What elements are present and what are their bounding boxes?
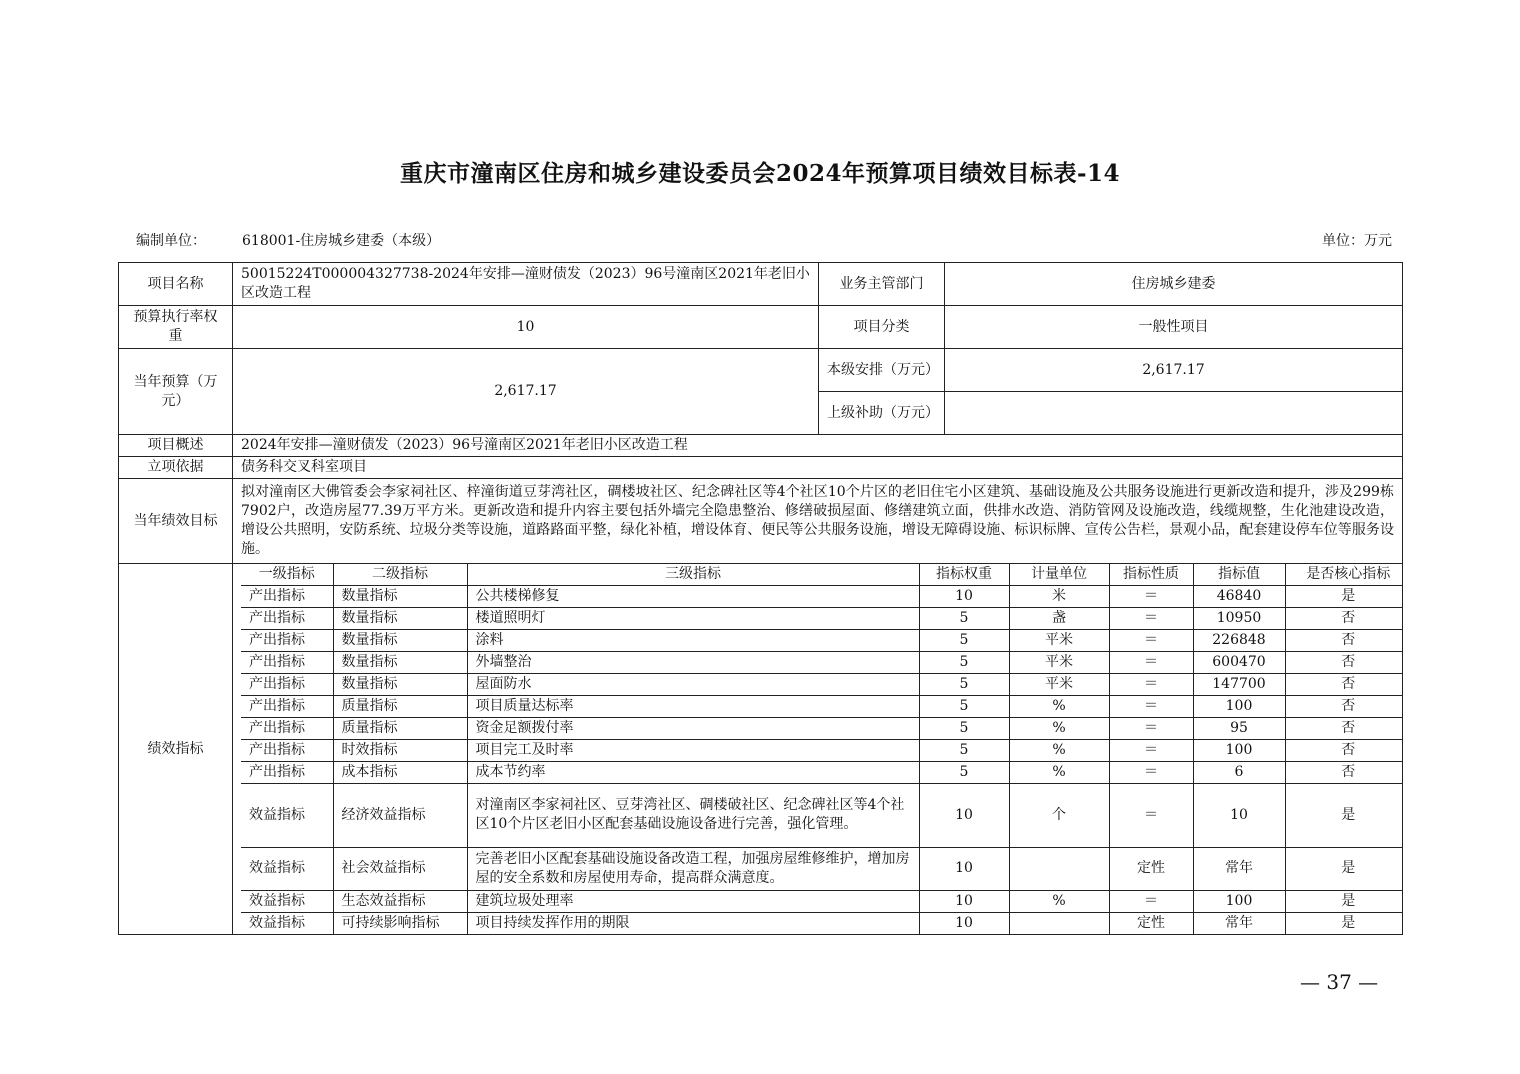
indicator-weight: 5 — [919, 629, 1009, 651]
indicator-value: 10 — [1193, 783, 1285, 847]
measure-unit: 平米 — [1009, 651, 1109, 673]
indicator-weight: 5 — [919, 761, 1009, 783]
measure-unit: % — [1009, 695, 1109, 717]
indicator-nature: 定性 — [1109, 847, 1193, 890]
level1-indicator: 产出指标 — [241, 761, 333, 783]
header-core: 是否核心指标 — [1285, 564, 1403, 585]
level2-indicator: 数量指标 — [333, 651, 467, 673]
is-core: 否 — [1285, 761, 1403, 783]
level1-indicator: 效益指标 — [241, 890, 333, 912]
level3-indicator: 建筑垃圾处理率 — [467, 890, 919, 912]
header-level1: 一级指标 — [241, 564, 333, 585]
indicator-weight: 5 — [919, 673, 1009, 695]
level1-indicator: 效益指标 — [241, 912, 333, 934]
table-row — [241, 651, 1403, 673]
indicator-weight: 5 — [919, 607, 1009, 629]
table-row — [241, 847, 1403, 890]
indicator-weight: 5 — [919, 651, 1009, 673]
overview-value: 2024年安排—潼财债发（2023）96号潼南区2021年老旧小区改造工程 — [233, 435, 1403, 457]
category-value: 一般性项目 — [945, 306, 1403, 349]
level2-indicator: 社会效益指标 — [333, 847, 467, 890]
level3-indicator: 涂料 — [467, 629, 919, 651]
indicator-value: 95 — [1193, 717, 1285, 739]
header-nature: 指标性质 — [1109, 564, 1193, 585]
level2-indicator: 数量指标 — [333, 585, 467, 607]
table-row — [241, 890, 1403, 912]
table-row — [241, 629, 1403, 651]
indicator-nature: ＝ — [1109, 585, 1193, 607]
perf-indicator-table — [241, 564, 1403, 934]
annual-goal-label: 当年绩效目标 — [119, 479, 233, 564]
indicator-value: 100 — [1193, 739, 1285, 761]
measure-unit: % — [1009, 761, 1109, 783]
table-row — [241, 717, 1403, 739]
category-label: 项目分类 — [819, 306, 945, 349]
indicator-value: 600470 — [1193, 651, 1285, 673]
level1-indicator: 产出指标 — [241, 673, 333, 695]
is-core: 否 — [1285, 607, 1403, 629]
is-core: 是 — [1285, 890, 1403, 912]
indicator-value: 100 — [1193, 695, 1285, 717]
indicator-weight: 5 — [919, 717, 1009, 739]
budget-label: 当年预算（万元） — [119, 349, 233, 435]
indicator-nature: ＝ — [1109, 695, 1193, 717]
level3-indicator: 项目持续发挥作用的期限 — [467, 912, 919, 934]
is-core: 否 — [1285, 739, 1403, 761]
annual-goal-value: 拟对潼南区大佛管委会李家祠社区、梓潼街道豆芽湾社区，碉楼坡社区、纪念碑社区等4个社区10个片区的老旧住宅小区建筑、基础设施及公共服务设施进行更新改造和提升，涉及299栋7902户，改造房屋77.39万平方米。更新改造和提升内容主要包括外墙完全隐患整治、修缮破损屋面、修缮建筑立面，供排水改造、消防管网及设施改造，线缆规整，生化池建设改造，增设公共照明，安防系统、垃圾分类等设施，道路路面平整，绿化补植，增设体育、便民等公共服务设施，增设无障碍设施、标识标牌、宣传公告栏，景观小品，配套建设停车位等服务设施。 — [233, 479, 1403, 564]
level3-indicator: 楼道照明灯 — [467, 607, 919, 629]
is-core: 否 — [1285, 717, 1403, 739]
level2-indicator: 质量指标 — [333, 695, 467, 717]
indicator-nature: ＝ — [1109, 717, 1193, 739]
indicator-value: 100 — [1193, 890, 1285, 912]
table-row — [241, 739, 1403, 761]
measure-unit: 米 — [1009, 585, 1109, 607]
level3-indicator: 对潼南区李家祠社区、豆芽湾社区、碉楼破社区、纪念碑社区等4个社区10个片区老旧小区配套基础设施设备进行完善，强化管理。 — [467, 783, 919, 847]
currency-unit: 单位：万元 — [1322, 233, 1392, 249]
level3-indicator: 成本节约率 — [467, 761, 919, 783]
level3-indicator: 屋面防水 — [467, 673, 919, 695]
measure-unit: 盏 — [1009, 607, 1109, 629]
local-budget-value: 2,617.17 — [945, 349, 1403, 392]
measure-unit: 个 — [1009, 783, 1109, 847]
is-core: 是 — [1285, 585, 1403, 607]
indicator-nature: ＝ — [1109, 783, 1193, 847]
level1-indicator: 产出指标 — [241, 629, 333, 651]
budget-value: 2,617.17 — [233, 349, 819, 435]
compiling-unit-label: 编制单位： — [136, 233, 206, 249]
level2-indicator: 数量指标 — [333, 673, 467, 695]
header-weight: 指标权重 — [919, 564, 1009, 585]
compiling-unit-value: 618001-住房城乡建委（本级） — [242, 233, 441, 249]
table-row — [241, 585, 1403, 607]
page-number: — 37 — — [1300, 970, 1379, 994]
level2-indicator: 生态效益指标 — [333, 890, 467, 912]
indicator-value: 46840 — [1193, 585, 1285, 607]
perf-indicator-cell — [233, 564, 1403, 935]
indicator-weight: 10 — [919, 847, 1009, 890]
perf-indicator-label: 绩效指标 — [119, 564, 233, 935]
level3-indicator: 公共楼梯修复 — [467, 585, 919, 607]
project-name-value: 50015224T000004327738-2024年安排—潼财债发（2023）96号潼南区2021年老旧小区改造工程 — [233, 263, 819, 306]
level3-indicator: 资金足额拨付率 — [467, 717, 919, 739]
upper-subsidy-label: 上级补助（万元） — [819, 392, 945, 435]
level2-indicator: 成本指标 — [333, 761, 467, 783]
indicator-value: 常年 — [1193, 912, 1285, 934]
level3-indicator: 外墙整治 — [467, 651, 919, 673]
table-row — [241, 607, 1403, 629]
indicator-weight: 5 — [919, 695, 1009, 717]
indicator-nature: ＝ — [1109, 629, 1193, 651]
upper-subsidy-value — [945, 392, 1403, 435]
table-row — [241, 673, 1403, 695]
basis-value: 债务科交叉科室项目 — [233, 457, 1403, 479]
level2-indicator: 数量指标 — [333, 629, 467, 651]
indicator-nature: ＝ — [1109, 651, 1193, 673]
indicator-value: 常年 — [1193, 847, 1285, 890]
indicator-nature: ＝ — [1109, 761, 1193, 783]
measure-unit: % — [1009, 717, 1109, 739]
table-row — [241, 695, 1403, 717]
level1-indicator: 产出指标 — [241, 739, 333, 761]
level3-indicator: 项目质量达标率 — [467, 695, 919, 717]
level1-indicator: 产出指标 — [241, 695, 333, 717]
project-name-label: 项目名称 — [119, 263, 233, 306]
table-row — [241, 783, 1403, 847]
dept-value: 住房城乡建委 — [945, 263, 1403, 306]
exec-weight-value: 10 — [233, 306, 819, 349]
level1-indicator: 产出指标 — [241, 651, 333, 673]
measure-unit: 平米 — [1009, 673, 1109, 695]
header-level3: 三级指标 — [467, 564, 919, 585]
is-core: 是 — [1285, 783, 1403, 847]
is-core: 是 — [1285, 912, 1403, 934]
header-unit: 计量单位 — [1009, 564, 1109, 585]
is-core: 是 — [1285, 847, 1403, 890]
level2-indicator: 可持续影响指标 — [333, 912, 467, 934]
indicator-nature: ＝ — [1109, 607, 1193, 629]
indicator-value: 226848 — [1193, 629, 1285, 651]
level3-indicator: 完善老旧小区配套基础设施设备改造工程，加强房屋维修维护，增加房屋的安全系数和房屋使用寿命，提高群众满意度。 — [467, 847, 919, 890]
indicator-nature: ＝ — [1109, 739, 1193, 761]
measure-unit — [1009, 847, 1109, 890]
indicator-weight: 5 — [919, 739, 1009, 761]
indicator-weight: 10 — [919, 585, 1009, 607]
level2-indicator: 数量指标 — [333, 607, 467, 629]
indicator-value: 6 — [1193, 761, 1285, 783]
exec-weight-label: 预算执行率权重 — [119, 306, 233, 349]
basis-label: 立项依据 — [119, 457, 233, 479]
indicator-weight: 10 — [919, 912, 1009, 934]
level1-indicator: 效益指标 — [241, 847, 333, 890]
measure-unit — [1009, 912, 1109, 934]
overview-label: 项目概述 — [119, 435, 233, 457]
dept-label: 业务主管部门 — [819, 263, 945, 306]
indicator-nature: ＝ — [1109, 890, 1193, 912]
is-core: 否 — [1285, 673, 1403, 695]
indicator-weight: 10 — [919, 890, 1009, 912]
level2-indicator: 质量指标 — [333, 717, 467, 739]
indicator-value: 147700 — [1193, 673, 1285, 695]
page-title: 重庆市潼南区住房和城乡建设委员会2024年预算项目绩效目标表-14 — [399, 160, 1121, 187]
level1-indicator: 效益指标 — [241, 783, 333, 847]
perf-header-row — [241, 564, 1403, 585]
is-core: 否 — [1285, 695, 1403, 717]
header-level2: 二级指标 — [333, 564, 467, 585]
indicator-nature: 定性 — [1109, 912, 1193, 934]
level2-indicator: 经济效益指标 — [333, 783, 467, 847]
level2-indicator: 时效指标 — [333, 739, 467, 761]
is-core: 否 — [1285, 651, 1403, 673]
compiling-unit — [136, 230, 440, 250]
level1-indicator: 产出指标 — [241, 585, 333, 607]
table-row — [241, 761, 1403, 783]
measure-unit: 平米 — [1009, 629, 1109, 651]
measure-unit: % — [1009, 739, 1109, 761]
indicator-nature: ＝ — [1109, 673, 1193, 695]
performance-goal-table — [118, 262, 1403, 935]
indicator-weight: 10 — [919, 783, 1009, 847]
indicator-value: 10950 — [1193, 607, 1285, 629]
table-row — [241, 912, 1403, 934]
level1-indicator: 产出指标 — [241, 717, 333, 739]
header-value: 指标值 — [1193, 564, 1285, 585]
local-budget-label: 本级安排（万元） — [819, 349, 945, 392]
level3-indicator: 项目完工及时率 — [467, 739, 919, 761]
is-core: 否 — [1285, 629, 1403, 651]
level1-indicator: 产出指标 — [241, 607, 333, 629]
measure-unit: % — [1009, 890, 1109, 912]
